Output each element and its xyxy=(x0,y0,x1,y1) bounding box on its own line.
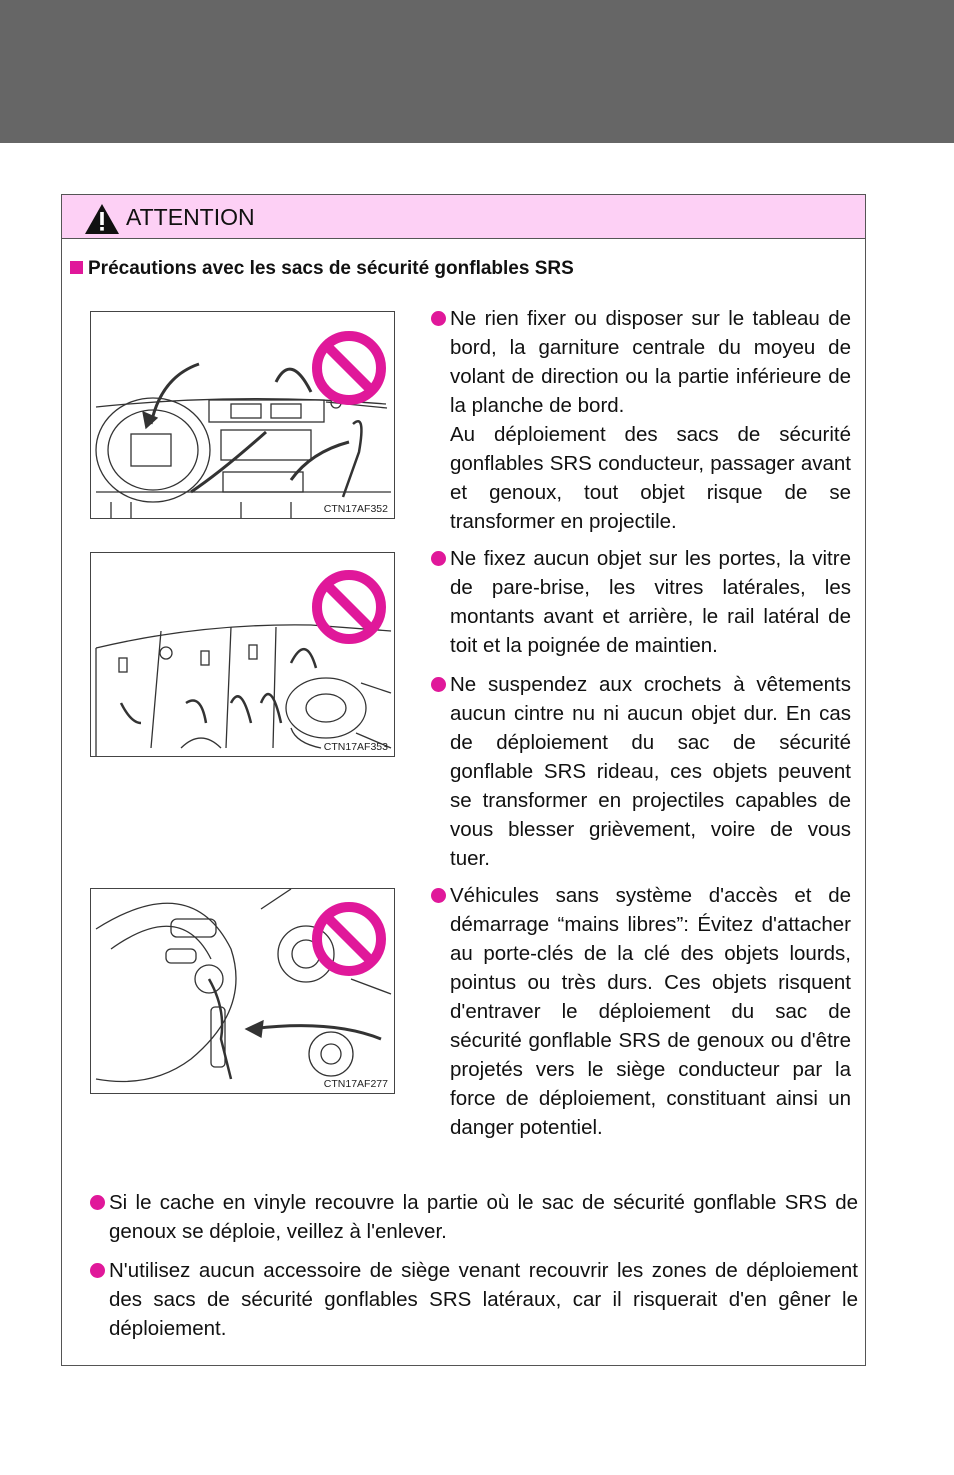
figure-dashboard xyxy=(90,311,395,519)
bullet-dot-icon xyxy=(90,1195,105,1210)
prohibition-icon xyxy=(309,899,389,979)
bullet-item: Ne fixez aucun objet sur les portes, la vitre de pare-brise, les vitres latérales, les montants avant et arrière, le rail latéral de toit et la poignée de maintien. xyxy=(431,544,851,660)
bullet-item: Ne rien fixer ou disposer sur le tableau de bord, la garniture centrale du moyeu de volant de direction ou la partie inférieure de la planche de bord. Au déploiement des sacs de sécurité gonflables SRS conducteur, passager avant et genoux, tout objet risque de se transformer en projectile. xyxy=(431,304,851,536)
bullet-dot-icon xyxy=(431,677,446,692)
bullet-dot-icon xyxy=(431,311,446,326)
attention-box xyxy=(61,194,866,1366)
bullet-item: Ne suspendez aux crochets à vêtements aucun cintre nu ni aucun objet dur. En cas de déploiement du sac de sécurité gonflable SRS rideau, ces objets peuvent se transformer en projectiles capables de vous blesser grièvement, voire de vous tuer. xyxy=(431,670,851,873)
section-title: Précautions avec les sacs de sécurité gonflables SRS xyxy=(70,258,574,280)
figure-code: CTN17AF277 xyxy=(323,1078,388,1090)
bullet-dot-icon xyxy=(431,551,446,566)
bullet-dot-icon xyxy=(90,1263,105,1278)
bullet-item: N'utilisez aucun accessoire de siège venant recouvrir les zones de déploiement des sacs de sécurité gonflables SRS latéraux, car il risquerait d'en gêner le déploiement. xyxy=(90,1256,858,1343)
prohibition-icon xyxy=(309,328,389,408)
bullet-item: Véhicules sans système d'accès et de démarrage “mains libres”: Évitez d'attacher au porte-clés de la clé des objets lourds, pointus ou très durs. Ces objets risquent d'entraver le déploiement du sac de sécurité gonflable SRS de genoux ou d'être projetés vers le siège conducteur par la force de déploiement, constituant ainsi un danger potentiel. xyxy=(431,881,851,1142)
page-header-band xyxy=(0,0,954,143)
figure-code: CTN17AF352 xyxy=(323,503,388,515)
figure-code: CTN17AF353 xyxy=(323,741,388,753)
figure-interior-hooks xyxy=(90,552,395,757)
attention-title: ATTENTION xyxy=(126,204,255,230)
warning-triangle-icon xyxy=(84,203,120,235)
attention-header xyxy=(62,195,865,239)
bullet-item: Si le cache en vinyle recouvre la partie où le sac de sécurité gonflable SRS de genoux se déploie, veillez à l'enlever. xyxy=(90,1188,858,1246)
figure-ignition-key xyxy=(90,888,395,1094)
square-bullet-icon xyxy=(70,261,83,274)
bullet-dot-icon xyxy=(431,888,446,903)
prohibition-icon xyxy=(309,567,389,647)
